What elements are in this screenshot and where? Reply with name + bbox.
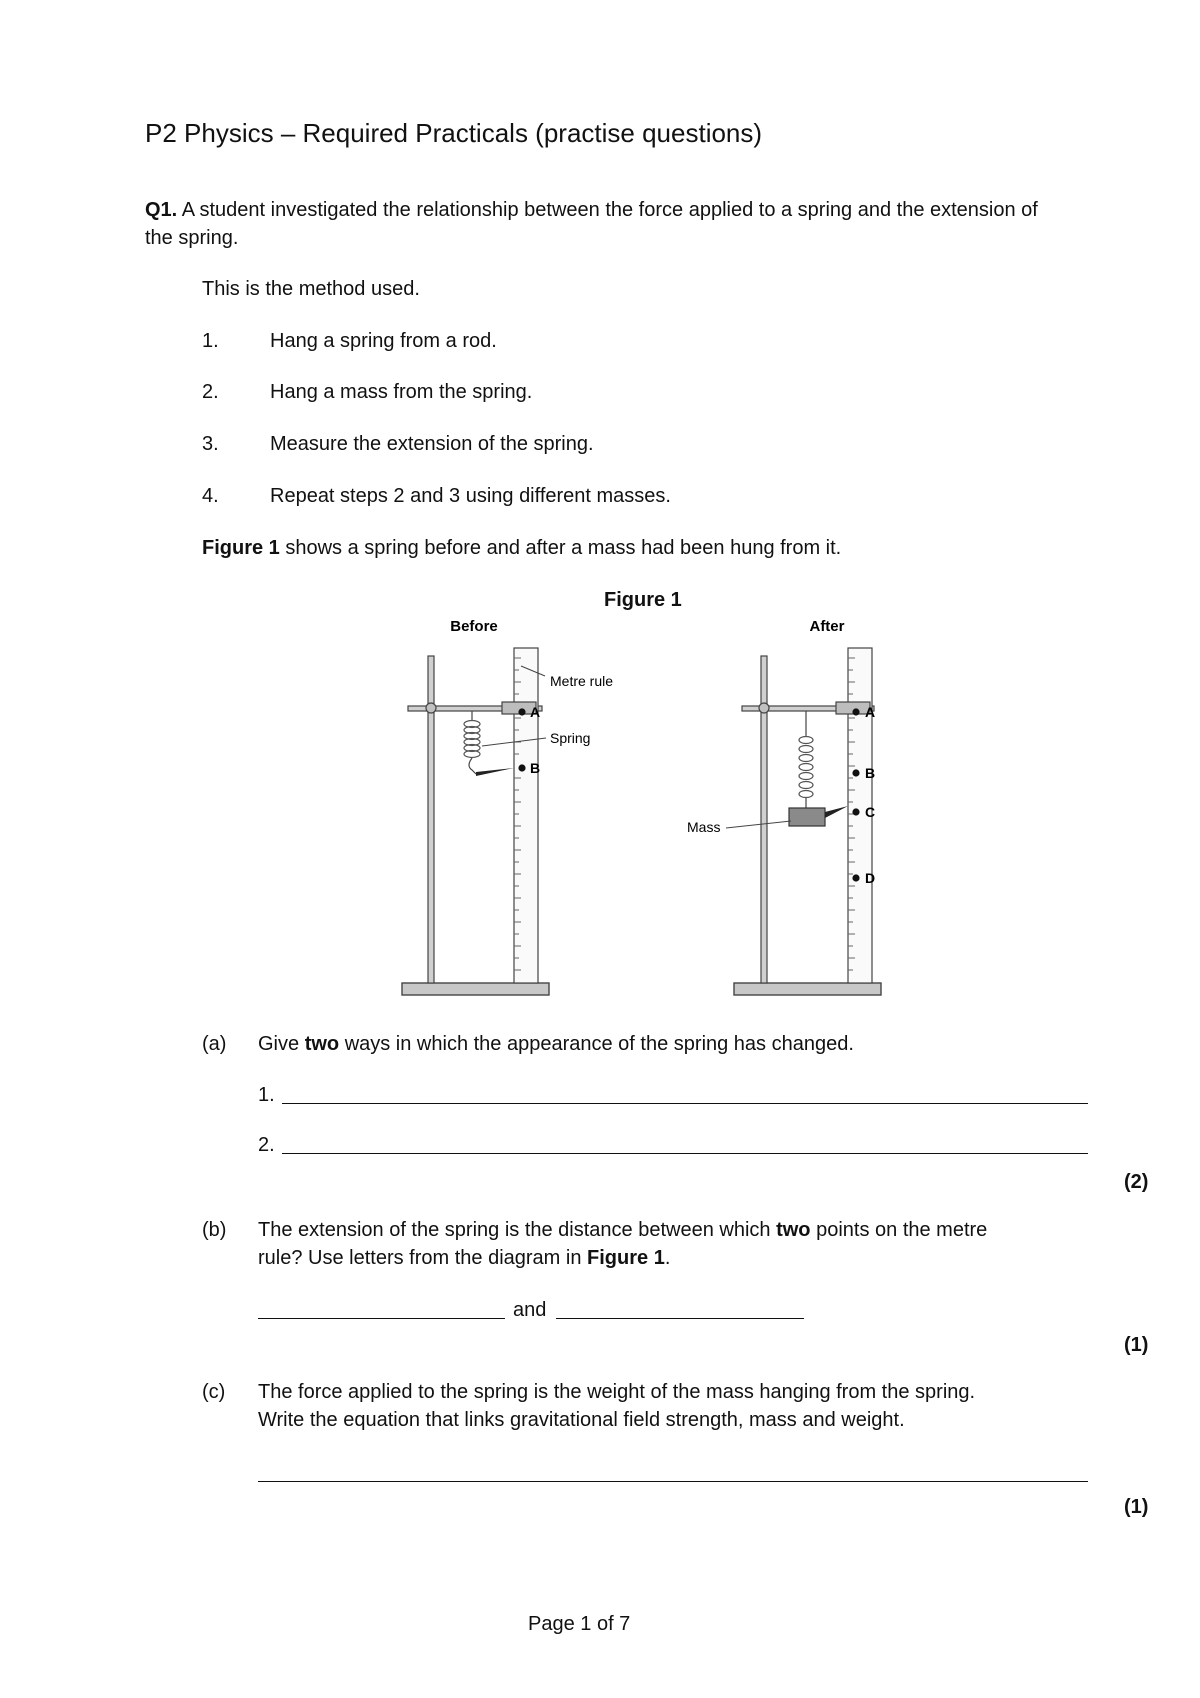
part-a-question: [258, 1030, 854, 1058]
part-b-line1-post: points on the metre: [816, 1219, 988, 1241]
part-b-line2-post: .: [664, 1247, 671, 1269]
before-point-a: [518, 708, 525, 715]
before-label: Before: [450, 618, 498, 635]
spring-label: Spring: [550, 730, 591, 746]
intro-line-1: A student investigated the relationship between the force applied to a spring and the extension of: [181, 199, 1038, 221]
mass-label: Mass: [687, 819, 721, 835]
after-point-c: [852, 808, 859, 815]
part-b-line2-pre: rule? Use letters from the diagram in: [258, 1247, 582, 1269]
step-2-number: 2.: [202, 381, 219, 403]
metre-rule-label: Metre rule: [550, 673, 614, 689]
part-a-text-pre: Give: [258, 1033, 300, 1055]
method-intro: This is the method used.: [202, 278, 420, 300]
part-c-answer-line[interactable]: [258, 1481, 1088, 1482]
part-a-answer-2-line[interactable]: [282, 1153, 1088, 1154]
part-b-line2-bold: Figure 1: [587, 1247, 665, 1269]
step-2-text: Hang a mass from the spring.: [270, 381, 533, 403]
part-a-marks: (2): [1124, 1171, 1149, 1193]
figure-1-diagram: [390, 618, 910, 1003]
after-point-a: [852, 708, 859, 715]
before-spring-tail: [469, 758, 476, 774]
part-a-text-post: ways in which the appearance of the spring has changed.: [344, 1033, 854, 1055]
before-pointer: [476, 768, 514, 776]
part-b-line1-pre: The extension of the spring is the distance between which: [258, 1219, 771, 1241]
after-label: After: [809, 618, 845, 635]
part-c-line-1: The force applied to the spring is the weight of the mass hanging from the spring.: [258, 1381, 976, 1403]
page-number: Page 1 of 7: [528, 1613, 631, 1635]
part-a-answer-1-number: 1.: [258, 1084, 275, 1106]
figure-reference: [202, 534, 841, 562]
question-intro: [145, 196, 1038, 224]
part-c-marks: (1): [1124, 1496, 1149, 1518]
before-point-b-label: B: [530, 760, 541, 776]
step-3-number: 3.: [202, 433, 219, 455]
step-1-text: Hang a spring from a rod.: [270, 330, 497, 352]
before-stand-base: [402, 983, 549, 995]
step-3-text: Measure the extension of the spring.: [270, 433, 594, 455]
before-metre-rule: [514, 648, 541, 983]
page-title: P2 Physics – Required Practicals (practise questions): [145, 118, 763, 148]
part-a-answer-1-line[interactable]: [282, 1103, 1088, 1104]
after-point-a-label: A: [865, 704, 876, 720]
after-pointer: [825, 806, 848, 818]
after-spring-coils: [799, 737, 813, 798]
part-c-label: (c): [202, 1381, 226, 1403]
before-spring-coils: [464, 721, 480, 758]
before-boss-clamp: [426, 703, 436, 713]
step-4-number: 4.: [202, 485, 219, 507]
step-4-text: Repeat steps 2 and 3 using different masses.: [270, 485, 671, 507]
after-stand-base: [734, 983, 881, 995]
after-point-b-label: B: [865, 765, 876, 781]
figure-caption: Figure 1: [604, 589, 682, 611]
after-point-c-label: C: [865, 804, 876, 820]
part-c-line-2: Write the equation that links gravitational field strength, mass and weight.: [258, 1409, 905, 1431]
part-b-marks: (1): [1124, 1334, 1149, 1356]
part-b-and: and: [513, 1299, 547, 1321]
part-b-answer-2-line[interactable]: [556, 1318, 804, 1319]
question-number: Q1.: [145, 199, 178, 221]
part-b-line1-bold: two: [776, 1219, 811, 1241]
after-boss-clamp: [759, 703, 769, 713]
part-a-text-bold: two: [304, 1033, 340, 1055]
before-point-b: [518, 764, 525, 771]
before-point-a-label: A: [530, 704, 541, 720]
after-point-b: [852, 769, 859, 776]
part-b-question-line-2: [258, 1244, 670, 1272]
figure-reference-bold: Figure 1: [202, 537, 280, 559]
part-a-label: (a): [202, 1033, 227, 1055]
part-b-answer-1-line[interactable]: [258, 1318, 505, 1319]
after-point-d: [852, 874, 859, 881]
after-point-d-label: D: [865, 870, 876, 886]
step-1-number: 1.: [202, 330, 219, 352]
mass-leader: [726, 821, 791, 828]
part-a-answer-2-number: 2.: [258, 1134, 275, 1156]
part-b-question-line-1: [258, 1216, 987, 1244]
part-b-label: (b): [202, 1219, 227, 1241]
mass-block: [789, 808, 825, 826]
figure-reference-text: shows a spring before and after a mass had been hung from it.: [285, 537, 842, 559]
intro-line-2: the spring.: [145, 227, 239, 249]
